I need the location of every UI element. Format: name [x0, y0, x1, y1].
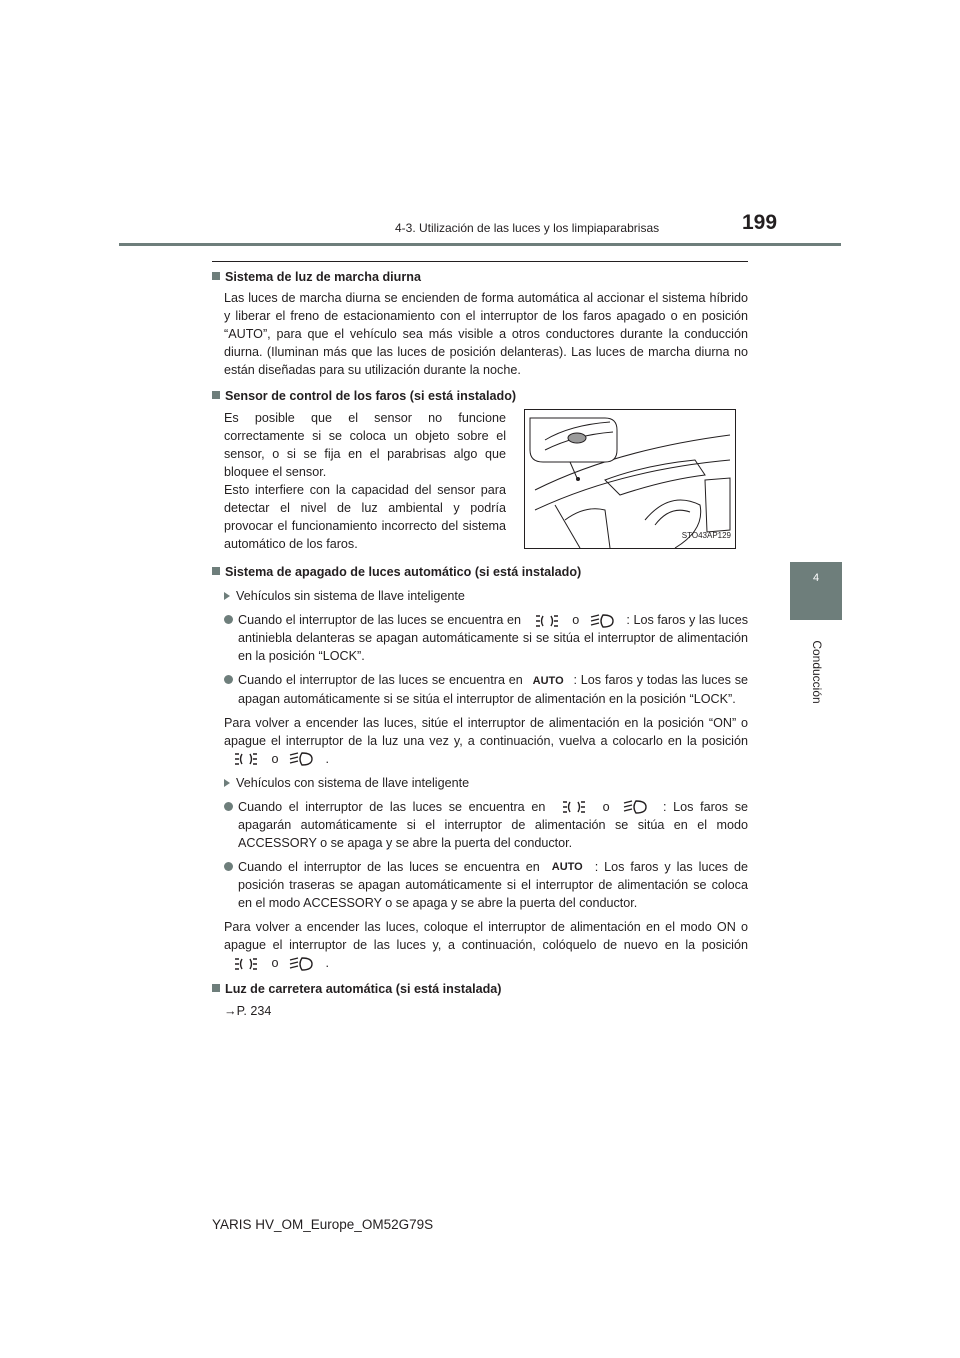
position-lights-icon [230, 956, 262, 972]
bullet-dot-icon [224, 802, 233, 811]
headlights-icon [622, 799, 650, 815]
sub-heading-no-smart-key: Vehículos sin sistema de llave inteligente [224, 587, 748, 605]
document-id: YARIS HV_OM_Europe_OM52G79S [212, 1217, 434, 1232]
position-lights-icon [558, 799, 590, 815]
figure-code: STO43AP129 [681, 531, 731, 540]
sub-heading-smart-key: Vehículos con sistema de llave inteligente [224, 774, 748, 792]
bullet-item: Cuando el interruptor de las luces se encuentra en AUTO : Los faros y todas las luces se apagan automáticamente si se sitúa el interruptor de alimentación en la posición “LOCK”. [224, 671, 748, 708]
content-rule [212, 261, 748, 262]
bullet-dot-icon [224, 615, 233, 624]
square-bullet-icon [212, 984, 220, 992]
page-reference-link[interactable]: →P. 234 [224, 1004, 272, 1019]
position-lights-icon [531, 613, 563, 629]
sensor-illustration [524, 409, 736, 549]
auto-icon: AUTO [532, 674, 564, 687]
bullet-item: Cuando el interruptor de las luces se encuentra en AUTO : Los faros y las luces de posición traseras se apagan automáticamente si el interruptor de alimentación se coloca en el modo ACCESSORY o se apaga y se abre la puerta del conductor. [224, 858, 748, 913]
headlights-icon [589, 613, 617, 629]
chapter-tab [790, 562, 842, 620]
bullet-item: Cuando el interruptor de las luces se encuentra en o : Los faros se apagarán automáticamente si el interruptor de alimentación se sitúa en el modo ACCESSORY o se apaga y se abre la puerta del conductor. [224, 798, 748, 852]
square-bullet-icon [212, 272, 220, 280]
page-content [212, 268, 748, 1020]
auto-icon: AUTO [551, 861, 583, 874]
position-lights-icon [230, 751, 262, 767]
headlights-icon [288, 751, 316, 767]
reactivate-paragraph-1: Para volver a encender las luces, sitúe el interruptor de alimentación en la posición “ON” o apague el interruptor de la luz una vez y, a continuación, vuelva a colocarlo en la posición o . [224, 715, 748, 766]
sensor-text: Es posible que el sensor no funcione correctamente si se coloca un objeto sobre el sensor, o si se fija en el parabrisas algo que bloquee el sensor. Esto interfiere con la capacidad del sensor para detectar el nivel de luz ambiental y podría provocar el funcionamiento incorrecto del sistema automático de los faros. [224, 411, 506, 551]
triangle-bullet-icon [224, 592, 230, 600]
square-bullet-icon [212, 567, 220, 575]
section-heading-high-beam: Luz de carretera automática (si está instalada) [212, 980, 748, 998]
bullet-dot-icon [224, 862, 233, 871]
header-rule [119, 243, 841, 246]
chapter-label: Conducción [810, 640, 824, 704]
section-heading-drl: Sistema de luz de marcha diurna [212, 268, 748, 286]
bullet-item: Cuando el interruptor de las luces se encuentra en o : Los faros y las luces antiniebla delanteras se apagan automáticamente si se sitúa el interruptor de alimentación en la posición “LOCK”. [224, 611, 748, 665]
bullet-dot-icon [224, 675, 233, 684]
reactivate-paragraph-2: Para volver a encender las luces, coloque el interruptor de alimentación en el modo ON o apague el interruptor de las luces y, a continuación, colóquelo de nuevo en la posición o . [224, 920, 748, 971]
square-bullet-icon [212, 391, 220, 399]
triangle-bullet-icon [224, 779, 230, 787]
section-heading-auto-off: Sistema de apagado de luces automático (si está instalado) [212, 563, 748, 581]
section-heading-sensor: Sensor de control de los faros (si está instalado) [212, 387, 748, 405]
drl-text: Las luces de marcha diurna se encienden de forma automática al accionar el sistema híbrido y liberar el freno de estacionamiento con el interruptor de los faros apagado o en posición “AUTO”, para que el vehículo sea más visible a otros conductores durante la conducción diurna. (Iluminan más que las luces de posición delanteras). Las luces de marcha diurna no están diseñadas para su utilización durante la noche. [224, 291, 748, 377]
sensor-block [212, 409, 748, 553]
page-number: 199 [742, 211, 778, 234]
headlights-icon [288, 956, 316, 972]
chapter-number: 4 [812, 572, 820, 584]
section-title: 4-3. Utilización de las luces y los limpiaparabrisas [395, 221, 660, 235]
